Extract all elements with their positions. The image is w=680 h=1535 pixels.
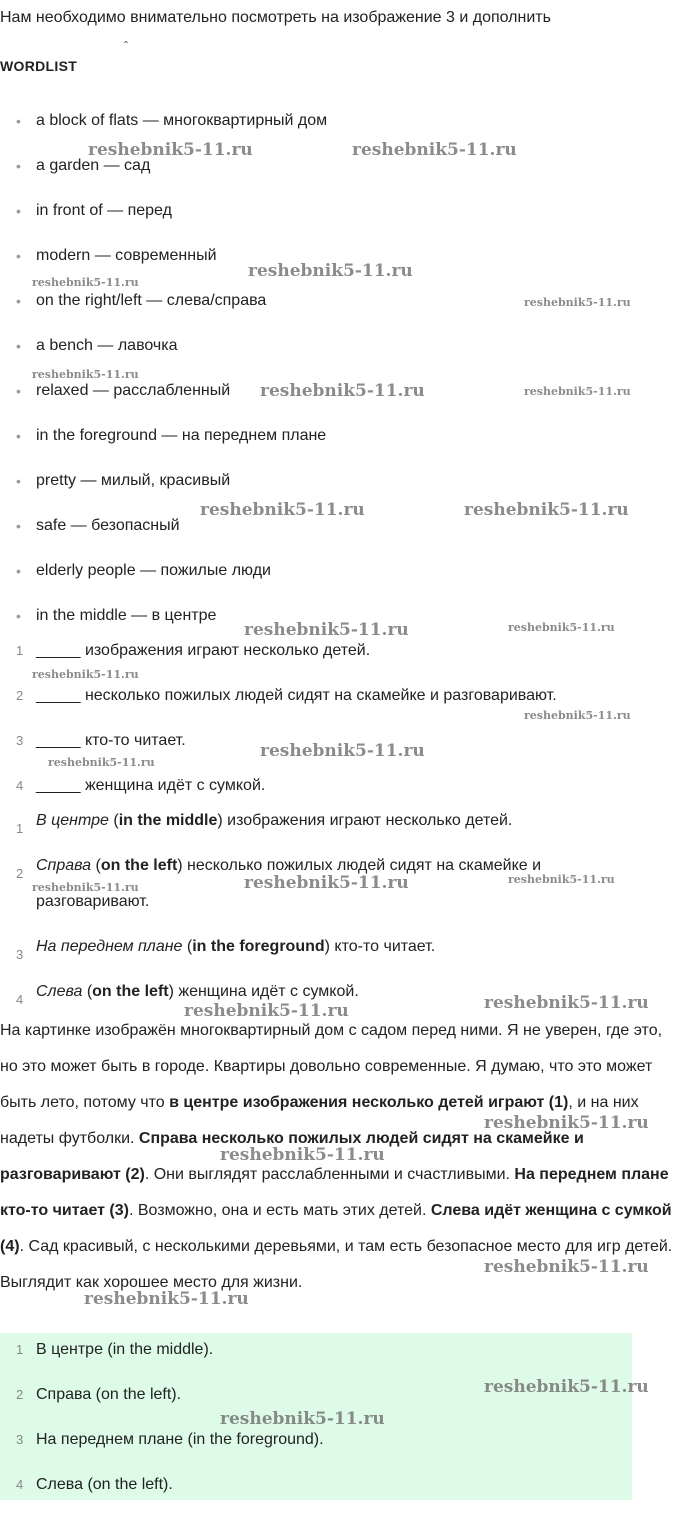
answer-item: 1 В центре (in the middle) изображения играют несколько детей.: [16, 812, 513, 836]
watermark: reshebnik5-11.ru: [200, 500, 365, 520]
wordlist-item: • on the right/left — слева/справа: [16, 292, 267, 309]
answer-item: 2 Справа (on the left) несколько пожилых людей сидят на скамейке и разговаривают.: [16, 857, 542, 910]
task-item: 3 _____ кто-то читает.: [16, 732, 186, 749]
wordlist-item: • relaxed — расслабленный: [16, 382, 231, 399]
watermark: reshebnik5-11.ru: [220, 1145, 385, 1165]
description-paragraph: На картинке изображён многоквартирный дом с садом перед ними. Я не уверен, где это, но это может быть в городе. Квартиры довольно современные. Я думаю, что это может быть лето, потому что в центре изображения несколько детей играют (1), и на них надеты футболки. Справа несколько пожилых людей сидят на скамейке и разговаривают (2). Они выглядят расслабленными и счастливыми. На переднем плане кто-то читает (3). Возможно, она и есть мать этих детей. Слева идёт женщина с сумкой (4). Сад красивый, с несколькими деревьями, и там есть безопасное место для игр детей. Выглядит как хорошее место для жизни.: [0, 1022, 673, 1291]
answer-item: 4 Слева (on the left) женщина идёт с сумкой.: [16, 983, 359, 1007]
watermark: reshebnik5-11.ru: [260, 741, 425, 761]
watermark: reshebnik5-11.ru: [84, 1289, 249, 1309]
watermark: reshebnik5-11.ru: [484, 1257, 649, 1277]
summary-item: 1 В центре (in the middle).: [16, 1341, 214, 1358]
wordlist-item: • in the foreground — на переднем плане: [16, 427, 327, 444]
task-item: 2 _____ несколько пожилых людей сидят на скамейке и разговаривают.: [16, 687, 557, 704]
wordlist-item: • in front of — перед: [16, 202, 172, 219]
watermark: reshebnik5-11.ru: [524, 385, 631, 398]
watermark: reshebnik5-11.ru: [464, 500, 629, 520]
answer-blank: _____: [36, 732, 81, 749]
answer-blank: _____: [36, 642, 81, 659]
watermark: reshebnik5-11.ru: [524, 709, 631, 722]
wordlist-item: • in the middle — в центре: [16, 607, 217, 624]
watermark: reshebnik5-11.ru: [508, 621, 615, 634]
summary-item: 3 На переднем плане (in the foreground).: [16, 1431, 324, 1448]
wordlist-item: • safe — безопасный: [16, 517, 180, 534]
summary-item: 4 Слева (on the left).: [16, 1476, 173, 1493]
watermark: reshebnik5-11.ru: [244, 620, 409, 640]
bullet-icon: •: [16, 293, 21, 309]
watermark: reshebnik5-11.ru: [508, 873, 615, 886]
watermark: reshebnik5-11.ru: [32, 881, 139, 894]
watermark: reshebnik5-11.ru: [524, 296, 631, 309]
wordlist-item: • a garden — сад: [16, 157, 151, 174]
bullet-icon: •: [16, 473, 21, 489]
wordlist-item: • pretty — милый, красивый: [16, 472, 231, 489]
wordlist-item: • elderly people — пожилые люди: [16, 562, 271, 579]
bullet-icon: •: [16, 383, 21, 399]
bullet-icon: •: [16, 113, 21, 129]
watermark: reshebnik5-11.ru: [484, 1377, 649, 1397]
watermark: reshebnik5-11.ru: [260, 381, 425, 401]
watermark: reshebnik5-11.ru: [352, 140, 517, 160]
watermark: reshebnik5-11.ru: [88, 140, 253, 160]
watermark: reshebnik5-11.ru: [248, 261, 413, 281]
intro-text: Нам необходимо внимательно посмотреть на изображение 3 и дополнить: [0, 9, 551, 26]
watermark: reshebnik5-11.ru: [32, 368, 139, 381]
task-item: 4 _____ женщина идёт с сумкой.: [16, 777, 266, 794]
answer-blank: _____: [36, 777, 81, 794]
bullet-icon: •: [16, 338, 21, 354]
watermark: reshebnik5-11.ru: [484, 993, 649, 1013]
caret-mark: ˆ: [124, 39, 128, 53]
bullet-icon: •: [16, 248, 21, 264]
summary-item: 2 Справа (on the left).: [16, 1386, 182, 1403]
wordlist-title: WORDLIST: [0, 58, 78, 74]
task-item: 1 _____ изображения играют несколько детей.: [16, 642, 371, 659]
watermark: reshebnik5-11.ru: [484, 1113, 649, 1133]
watermark: reshebnik5-11.ru: [32, 668, 139, 681]
watermark: reshebnik5-11.ru: [32, 276, 139, 289]
wordlist-item: • a bench — лавочка: [16, 337, 178, 354]
bullet-icon: •: [16, 428, 21, 444]
watermark: reshebnik5-11.ru: [220, 1409, 385, 1429]
watermark: reshebnik5-11.ru: [244, 873, 409, 893]
bullet-icon: •: [16, 608, 21, 624]
wordlist-item: • a block of flats — многоквартирный дом: [16, 112, 328, 129]
watermark: reshebnik5-11.ru: [48, 756, 155, 769]
bullet-icon: •: [16, 158, 21, 174]
bullet-icon: •: [16, 518, 21, 534]
wordlist-item: • modern — современный: [16, 247, 217, 264]
answer-item: 3 На переднем плане (in the foreground) кто-то читает.: [16, 938, 436, 962]
watermark: reshebnik5-11.ru: [184, 1001, 349, 1021]
answer-blank: _____: [36, 687, 81, 704]
bullet-icon: •: [16, 203, 21, 219]
bullet-icon: •: [16, 563, 21, 579]
